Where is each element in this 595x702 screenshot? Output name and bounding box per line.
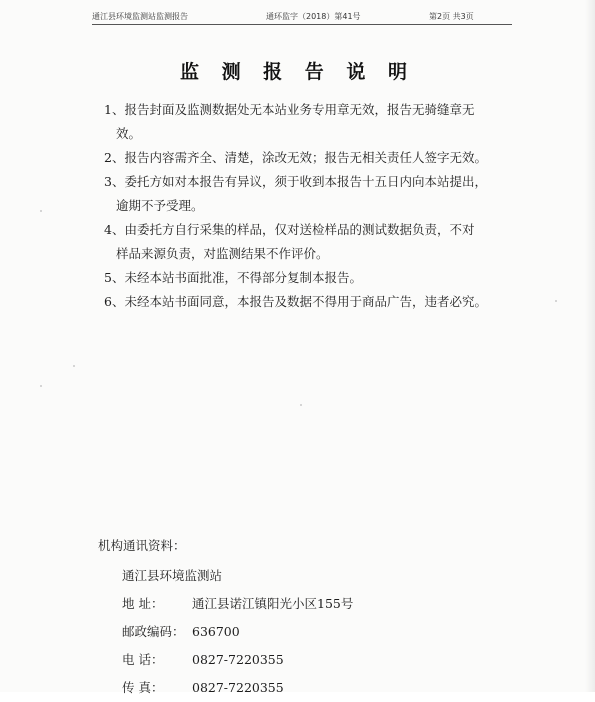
document-title: 监 测 报 告 说 明 (179, 61, 416, 83)
scan-speck (40, 385, 42, 387)
phone-label: 电 话： (122, 652, 164, 667)
note-item (104, 98, 520, 146)
note-item (104, 266, 520, 290)
contact-info (98, 534, 478, 702)
note-text: 4、由委托方自行采集的样品，仅对送检样品的测试数据负责，不对 (104, 222, 475, 237)
note-item (104, 290, 520, 314)
postcode-value: 636700 (192, 624, 240, 639)
note-text: 3、委托方如对本报告有异议，须于收到本报告十五日内向本站提出， (104, 174, 487, 189)
address-label: 地 址： (122, 596, 164, 611)
note-item (104, 146, 520, 170)
notes-list (104, 98, 520, 314)
scan-speck (73, 365, 75, 367)
scan-speck (40, 210, 42, 212)
note-item (104, 170, 520, 218)
scan-speck (555, 300, 557, 302)
organization-name: 通江县环境监测站 (122, 568, 223, 583)
note-continuation: 效。 (116, 126, 142, 141)
contact-heading: 机构通讯资料： (98, 538, 186, 553)
scan-speck (300, 404, 302, 406)
header-page-number: 第2页 共3页 (429, 12, 474, 21)
note-text: 1、报告封面及监测数据处无本站业务专用章无效，报告无骑缝章无 (104, 102, 475, 117)
fax-row (98, 674, 478, 702)
fax-value: 0827-7220355 (192, 680, 284, 695)
fax-label: 传 真： (122, 680, 164, 695)
note-text: 2、报告内容需齐全、清楚，涂改无效；报告无相关责任人签字无效。 (104, 150, 487, 165)
header-report-name: 通江县环境监测站监测报告 (92, 12, 188, 21)
note-continuation: 样品来源负责，对监测结果不作评价。 (116, 246, 329, 261)
postcode-label: 邮政编码： (122, 624, 185, 639)
address-value: 通江县诺江镇阳光小区155号 (192, 596, 354, 611)
page-header (92, 6, 512, 25)
postcode-row (98, 618, 478, 646)
note-text: 6、未经本站书面同意，本报告及数据不得用于商品广告，违者必究。 (104, 294, 487, 309)
note-continuation: 逾期不予受理。 (116, 198, 204, 213)
phone-row (98, 646, 478, 674)
header-report-number: 通环监字（2018）第41号 (266, 12, 361, 21)
note-item (104, 218, 520, 266)
address-row (98, 590, 478, 618)
note-text: 5、未经本站书面批准，不得部分复制本报告。 (104, 270, 362, 285)
phone-value: 0827-7220355 (192, 652, 284, 667)
